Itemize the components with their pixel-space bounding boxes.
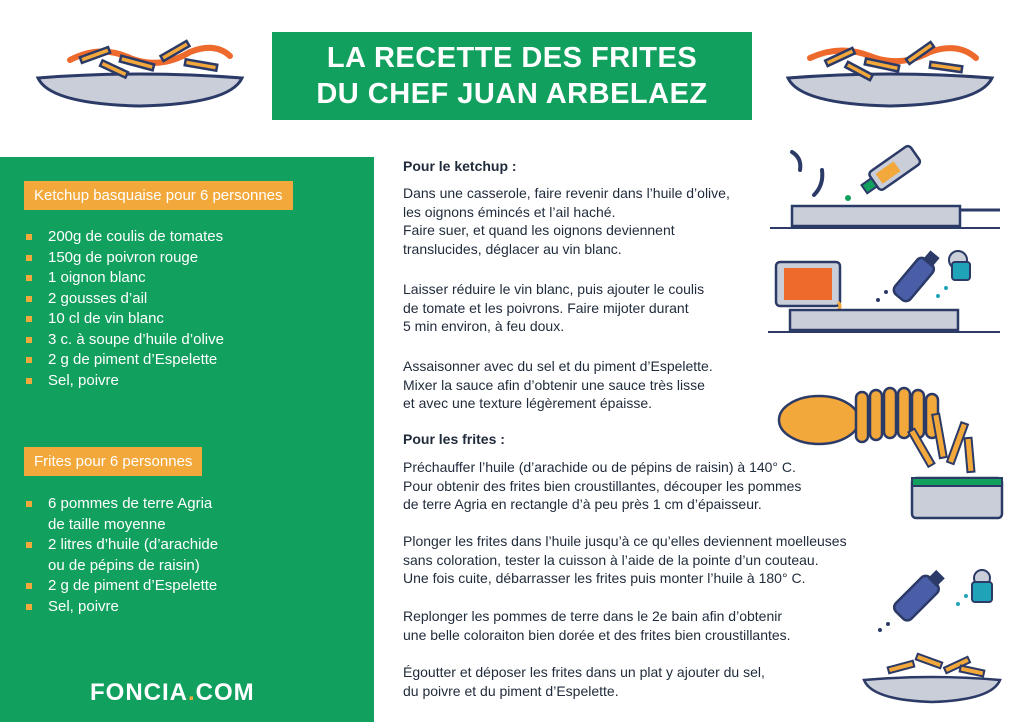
ingredient-item: 1 oignon blanc: [26, 268, 224, 289]
ingredient-item: 3 c. à soupe d’huile d’olive: [26, 330, 224, 351]
bullet-icon: [26, 501, 32, 507]
bullet-icon: [26, 275, 32, 281]
ingredient-item: 150g de poivron rouge: [26, 248, 224, 269]
ketchup-ingredient-list: [26, 227, 224, 391]
brand-logo: FONCIA.COM: [90, 679, 255, 706]
title-line-1: LA RECETTE DES FRITES: [326, 42, 698, 74]
page-title: [272, 32, 752, 120]
tomato-pan-illustration: [768, 240, 1002, 335]
ingredient-item: 200g de coulis de tomates: [26, 227, 224, 248]
ingredient-item: 2 g de piment d’Espelette: [26, 576, 218, 597]
bullet-icon: [26, 296, 32, 302]
fries-plate-icon: [780, 30, 1000, 116]
ingredient-item: Sel, poivre: [26, 371, 224, 392]
frites-steps-heading: Pour les frites :: [403, 431, 505, 447]
title-line-2: DU CHEF JUAN ARBELAEZ: [316, 78, 708, 110]
bullet-icon: [26, 316, 32, 322]
bullet-icon: [26, 583, 32, 589]
ketchup-step-3: Assaisonner avec du sel et du piment d’Espelette. Mixer la sauce afin d’obtenir une sauce très lisse et avec une texture légèrement épaisse.: [403, 358, 713, 411]
oil-pan-illustration: [770, 140, 1002, 235]
salt-pepper-illustration: [870, 566, 1000, 636]
bullet-icon: [26, 234, 32, 240]
ingredient-item: Sel, poivre: [26, 597, 218, 618]
bullet-icon: [26, 542, 32, 548]
ingredient-item: 2 g de piment d’Espelette: [26, 350, 224, 371]
frites-step-2: Plonger les frites dans l’huile jusqu’à ce qu’elles deviennent moelleuses sans coloration, tester la cuisson à l’aide de la pointe d’un couteau. Une fois cuite, débarrasser les frites puis monter l’huile à 180° C.: [403, 533, 847, 586]
ingredient-item: 2 litres d’huile (d’arachide ou de pépins de raisin): [26, 535, 218, 576]
frites-step-1: Préchauffer l’huile (d’arachide ou de pépins de raisin) à 140° C. Pour obtenir des frites bien croustillantes, découper les pommes de terre Agria en rectangle d’à peu près 1 cm d’épaisseur.: [403, 459, 802, 512]
frites-step-4: Égoutter et déposer les frites dans un plat y ajouter du sel, du poivre et du piment d’Espelette.: [403, 664, 765, 699]
ketchup-step-1: Dans une casserole, faire revenir dans l’huile d’olive, les oignons émincés et l’ail haché. Faire suer, et quand les oignons deviennent translucides, déglacer au vin blanc.: [403, 185, 730, 257]
ingredients-panel: [0, 157, 374, 722]
bullet-icon: [26, 378, 32, 384]
bullet-icon: [26, 604, 32, 610]
ingredient-item: 10 cl de vin blanc: [26, 309, 224, 330]
bullet-icon: [26, 357, 32, 363]
ingredient-item: 6 pommes de terre Agria de taille moyenne: [26, 494, 218, 535]
bullet-icon: [26, 337, 32, 343]
fries-plate-small-icon: [860, 648, 1004, 706]
fries-fryer-illustration: [906, 408, 1006, 520]
bullet-icon: [26, 255, 32, 261]
frites-ingredient-list: [26, 494, 218, 617]
ketchup-steps-heading: Pour le ketchup :: [403, 158, 517, 174]
frites-ingredients-heading: Frites pour 6 personnes: [24, 447, 202, 476]
fries-plate-icon: [30, 30, 250, 116]
ketchup-ingredients-heading: Ketchup basquaise pour 6 personnes: [24, 181, 293, 210]
ingredient-item: 2 gousses d’ail: [26, 289, 224, 310]
ketchup-step-2: Laisser réduire le vin blanc, puis ajouter le coulis de tomate et les poivrons. Faire mijoter durant 5 min environ, à feu doux.: [403, 281, 705, 334]
frites-step-3: Replonger les pommes de terre dans le 2e bain afin d’obtenir une belle coloraiton bien dorée et des frites bien croustillantes.: [403, 608, 791, 643]
